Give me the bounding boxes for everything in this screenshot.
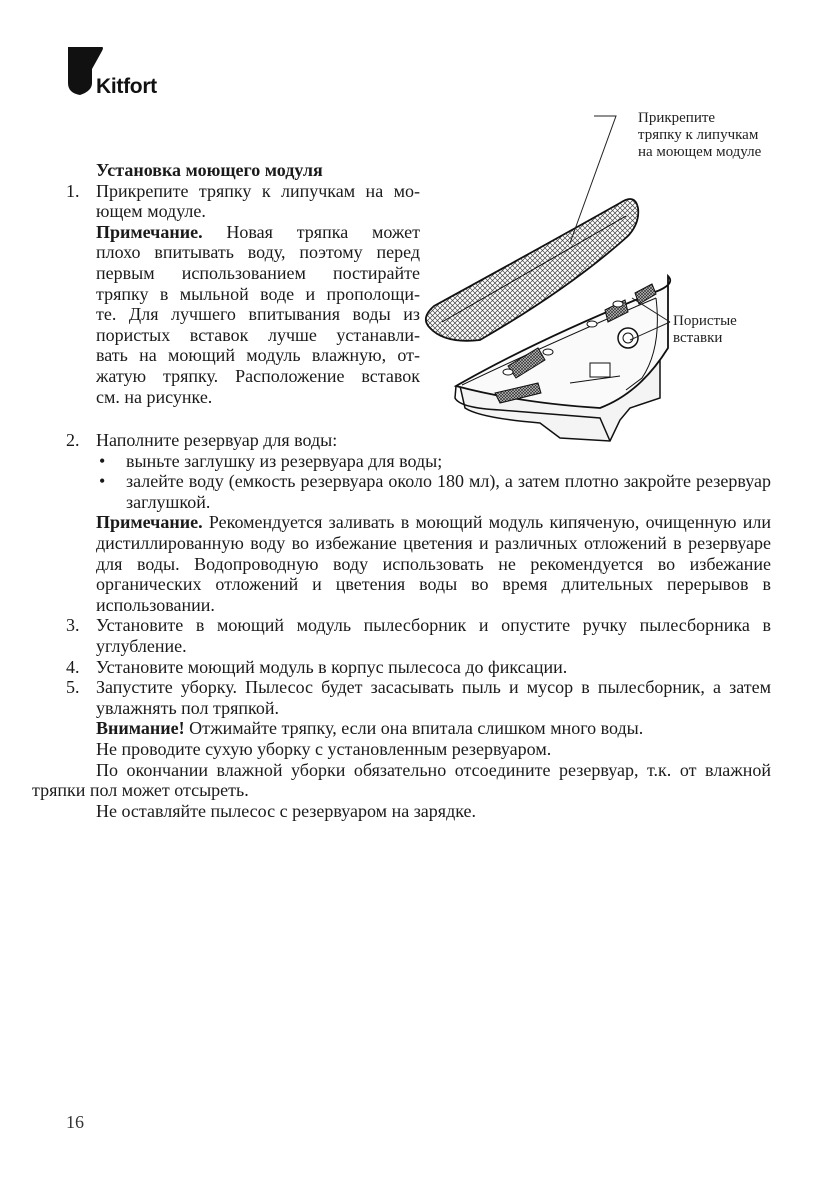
step-4: 4. Установите моющий модуль в корпус пылесоса до фиксации.: [66, 656, 568, 677]
note-line: плохо впитывать воду, поэтому перед: [96, 242, 420, 263]
note-label: Примечание.: [96, 221, 203, 242]
note-line: те. Для лучшего впитывания воды из: [96, 304, 420, 325]
step-number: 4.: [66, 656, 80, 677]
step-1-note: Примечание. Новая тряпка может: [96, 221, 420, 242]
callout-attach-cloth: Прикрепите тряпку к липучкам на моющем модуле: [638, 110, 762, 160]
bullet-glyph: •: [99, 471, 106, 492]
note-line: см. на рисунке.: [96, 386, 213, 407]
step-2: 2. Наполните резервуар для воды:: [66, 430, 338, 450]
note-line: вать на моющий модуль влажную, от-: [96, 345, 420, 366]
callout-pore-inserts: Пористые вставки: [673, 313, 737, 346]
kitfort-logo: [66, 45, 206, 101]
after-cleaning-note: По окончании влажной уборки обязательно отсоедините резервуар, т.к. от влажной тряпки пол может отсыреть.: [32, 759, 771, 801]
mop-module-figure: [420, 108, 810, 453]
note-line: пористых вставок лучше устанавли-: [96, 324, 420, 345]
step-3: 3. Установите в моющий модуль пылесборник и опустите ручку пылесборника в углубление.: [66, 615, 771, 656]
page-number: 16: [66, 1112, 84, 1132]
step-number: 5.: [66, 677, 80, 698]
instructions-bottom: [32, 430, 771, 821]
step-1-text-b: ющем модуле.: [96, 201, 206, 222]
note-label: Примечание.: [96, 512, 203, 533]
step-1-text-a: Прикрепите тряпку к липучкам на мо-: [96, 180, 420, 201]
step-5: 5. Запустите уборку. Пылесос будет засасывать пыль и мусор в пылесборник, а затем увлажнять пол тряпкой.: [66, 677, 771, 718]
bullet-fill-water: • залейте воду (емкость резервуара около 180 мл), а затем плотно закройте резервуар заглушкой.: [99, 471, 771, 512]
instructions-top: [66, 160, 420, 407]
brand-name: Kitfort: [96, 75, 157, 98]
bullet-glyph: •: [99, 450, 106, 471]
step-5-warning: Внимание! Отжимайте тряпку, если она впитала слишком много воды.: [96, 718, 644, 739]
charging-note: Не оставляйте пылесос с резервуаром на зарядке.: [96, 800, 477, 821]
note-line: первым использованием постирайте: [96, 262, 420, 283]
step-number: 1.: [66, 180, 80, 201]
section-title: Установка моющего модуля: [96, 160, 323, 180]
step-2-note: Примечание. Рекомендуется заливать в моющий модуль кипяченую, очищенную или дистиллированную воду во избежание цветения и различных отложений в резервуаре для воды. Водопроводную воду использовать не рекомендуется во избежание органических отложений и цветения воды во время длительных перерывов в использовании.: [96, 512, 771, 615]
step-number: 3.: [66, 615, 80, 636]
step-number: 2.: [66, 430, 80, 450]
warning-label: Внимание!: [96, 718, 185, 739]
bullet-remove-cap: • выньте заглушку из резервуара для воды;: [99, 450, 443, 471]
step-1: [66, 181, 420, 202]
note-line: жатую тряпку. Расположение вставок: [96, 365, 420, 386]
note-line: тряпку в мыльной воде и прополощи-: [96, 283, 420, 304]
dry-cleaning-note: Не проводите сухую уборку с установленным резервуаром.: [96, 738, 552, 759]
